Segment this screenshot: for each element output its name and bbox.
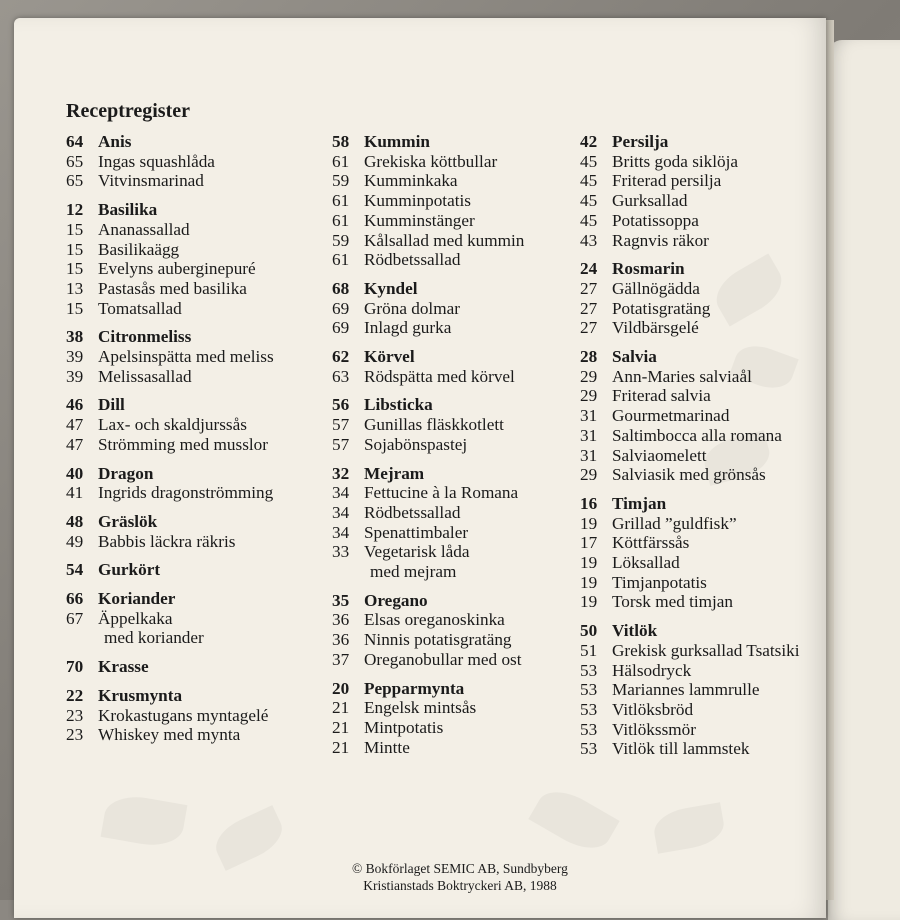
recipe-name: Mariannes lammrulle <box>612 680 760 700</box>
recipe-name: Löksallad <box>612 553 680 573</box>
recipe-entry <box>66 220 326 240</box>
recipe-entry <box>580 720 825 740</box>
herb-page-number: 20 <box>332 678 350 698</box>
recipe-entry <box>332 738 582 758</box>
herb-section <box>332 679 582 758</box>
herb-page-number: 48 <box>66 511 84 531</box>
recipe-name: Äppelkaka <box>98 608 173 628</box>
recipe-name: Gurksallad <box>612 191 688 211</box>
recipe-name: Gunillas fläskkotlett <box>364 415 504 435</box>
herb-heading <box>66 657 326 677</box>
recipe-page-number: 47 <box>66 434 84 454</box>
herb-heading <box>66 560 326 580</box>
recipe-name: Krokastugans myntagelé <box>98 705 269 725</box>
recipe-entry <box>580 191 825 211</box>
recipe-page-number: 36 <box>332 610 350 630</box>
herb-name: Dill <box>98 395 125 415</box>
recipe-page-number: 61 <box>332 191 350 211</box>
recipe-page-number: 31 <box>580 425 598 445</box>
herb-section <box>66 200 326 318</box>
recipe-entry <box>332 718 582 738</box>
recipe-page-number: 69 <box>332 318 350 338</box>
recipe-entry <box>66 347 326 367</box>
recipe-entry <box>332 503 582 523</box>
recipe-page-number: 21 <box>332 717 350 737</box>
herb-name: Salvia <box>612 347 657 367</box>
herb-name: Basilika <box>98 200 158 220</box>
recipe-page-number: 53 <box>580 660 598 680</box>
recipe-page-number: 61 <box>332 250 350 270</box>
herb-heading <box>332 279 582 299</box>
recipe-page-number: 57 <box>332 415 350 435</box>
herb-heading <box>66 464 326 484</box>
recipe-name: Vitlök till lammstek <box>612 739 750 759</box>
recipe-page-number: 53 <box>580 719 598 739</box>
recipe-page-number: 19 <box>580 513 598 533</box>
herb-page-number: 56 <box>332 395 350 415</box>
recipe-name: Potatisgratäng <box>612 298 711 318</box>
herb-heading <box>580 621 825 641</box>
recipe-page-number: 27 <box>580 298 598 318</box>
recipe-name: Rödspätta med körvel <box>364 366 515 386</box>
herb-heading <box>66 395 326 415</box>
herb-heading <box>66 132 326 152</box>
herb-heading <box>332 591 582 611</box>
recipe-page-number: 63 <box>332 366 350 386</box>
recipe-name: Ingas squashlåda <box>98 151 215 171</box>
recipe-page-number: 19 <box>580 572 598 592</box>
herb-name: Gurkört <box>98 560 161 580</box>
herb-section <box>332 279 582 338</box>
recipe-page-number: 57 <box>332 434 350 454</box>
recipe-page-number: 34 <box>332 502 350 522</box>
herb-page-number: 40 <box>66 463 84 483</box>
recipe-page-number: 34 <box>332 483 350 503</box>
printer-line: Kristianstads Boktryckeri AB, 1988 <box>363 878 557 893</box>
recipe-name: Ragnvis räkor <box>612 230 709 250</box>
recipe-entry <box>66 706 326 726</box>
herb-page-number: 66 <box>66 589 84 609</box>
recipe-entry <box>580 406 825 426</box>
recipe-name: Strömming med musslor <box>98 434 268 454</box>
recipe-name: Vitlökssmör <box>612 719 696 739</box>
herb-heading <box>66 686 326 706</box>
index-column-2 <box>332 132 582 766</box>
recipe-entry <box>332 191 582 211</box>
recipe-page-number: 29 <box>580 465 598 485</box>
recipe-page-number: 21 <box>332 698 350 718</box>
recipe-page-number: 61 <box>332 151 350 171</box>
recipe-page-number: 39 <box>66 366 84 386</box>
recipe-entry <box>66 435 326 455</box>
recipe-page-number: 67 <box>66 608 84 628</box>
recipe-name: Grekiska köttbullar <box>364 151 498 171</box>
recipe-name: Inlagd gurka <box>364 318 452 338</box>
recipe-entry <box>580 231 825 251</box>
recipe-name: Torsk med timjan <box>612 592 733 612</box>
recipe-page-number: 27 <box>580 278 598 298</box>
recipe-name: Kumminstänger <box>364 210 475 230</box>
recipe-name: Kumminkaka <box>364 171 458 191</box>
recipe-page-number: 15 <box>66 219 84 239</box>
herb-section <box>332 395 582 454</box>
facing-page-edge <box>828 40 900 920</box>
leaf-watermark <box>651 802 727 854</box>
recipe-entry <box>66 725 326 745</box>
herb-name: Krasse <box>98 657 149 677</box>
herb-page-number: 50 <box>580 621 598 641</box>
recipe-page-number: 65 <box>66 171 84 191</box>
recipe-entry <box>332 435 582 455</box>
herb-page-number: 38 <box>66 327 84 347</box>
leaf-watermark <box>528 781 619 859</box>
recipe-page-number: 53 <box>580 739 598 759</box>
recipe-entry <box>66 279 326 299</box>
recipe-page-number: 27 <box>580 318 598 338</box>
recipe-entry <box>580 386 825 406</box>
recipe-entry <box>66 299 326 319</box>
recipe-page-number: 39 <box>66 347 84 367</box>
herb-name: Pepparmynta <box>364 678 465 698</box>
recipe-name: Tomatsallad <box>98 298 182 318</box>
herb-heading <box>66 200 326 220</box>
recipe-name: Grillad ”guldfisk” <box>612 513 737 533</box>
recipe-page-number: 15 <box>66 259 84 279</box>
herb-name: Vitlök <box>612 621 658 641</box>
recipe-entry <box>66 609 326 629</box>
herb-section <box>332 347 582 386</box>
recipe-name: Grekisk gurksallad Tsatsiki <box>612 640 800 660</box>
recipe-entry <box>580 211 825 231</box>
herb-page-number: 28 <box>580 347 598 367</box>
recipe-page-number: 65 <box>66 151 84 171</box>
recipe-name: Pastasås med basilika <box>98 278 247 298</box>
recipe-page-number: 51 <box>580 640 598 660</box>
recipe-name: Vegetarisk låda <box>364 542 470 562</box>
recipe-entry <box>580 465 825 485</box>
recipe-page-number: 19 <box>580 553 598 573</box>
recipe-name: Kumminpotatis <box>364 191 471 211</box>
recipe-name: Ingrids dragonströmming <box>98 483 274 503</box>
herb-section <box>580 347 825 485</box>
recipe-entry <box>332 211 582 231</box>
recipe-name: Potatissoppa <box>612 210 699 230</box>
herb-name: Timjan <box>612 493 667 513</box>
herb-section <box>66 589 326 648</box>
recipe-page-number: 45 <box>580 210 598 230</box>
recipe-page-number: 47 <box>66 415 84 435</box>
recipe-page-number: 45 <box>580 151 598 171</box>
recipe-name: Kålsallad med kummin <box>364 230 525 250</box>
herb-heading <box>580 259 825 279</box>
recipe-entry <box>66 483 326 503</box>
herb-page-number: 46 <box>66 395 84 415</box>
recipe-entry <box>580 171 825 191</box>
herb-section <box>66 560 326 580</box>
recipe-page-number: 37 <box>332 649 350 669</box>
herb-name: Mejram <box>364 463 425 483</box>
recipe-entry <box>580 592 825 612</box>
herb-page-number: 62 <box>332 347 350 367</box>
recipe-name: Köttfärssås <box>612 533 690 553</box>
herb-page-number: 32 <box>332 463 350 483</box>
recipe-entry <box>332 630 582 650</box>
recipe-entry <box>66 240 326 260</box>
herb-section <box>580 621 825 759</box>
recipe-name: med koriander <box>104 628 204 648</box>
recipe-page-number: 29 <box>580 366 598 386</box>
herb-section <box>66 327 326 386</box>
recipe-page-number: 17 <box>580 533 598 553</box>
recipe-name: Apelsinspätta med meliss <box>98 347 274 367</box>
herb-section <box>66 464 326 503</box>
recipe-name: Ananassallad <box>98 219 190 239</box>
herb-name: Anis <box>98 132 132 151</box>
recipe-entry <box>580 367 825 387</box>
recipe-entry <box>580 318 825 338</box>
herb-heading <box>332 464 582 484</box>
recipe-name: Salviasik med grönsås <box>612 465 766 485</box>
recipe-entry <box>332 562 582 582</box>
recipe-entry <box>332 698 582 718</box>
recipe-entry <box>66 367 326 387</box>
recipe-name: Basilikaägg <box>98 239 180 259</box>
recipe-name: Vitvinsmarinad <box>98 171 204 191</box>
colophon <box>290 860 630 894</box>
herb-name: Citronmeliss <box>98 327 192 347</box>
recipe-page-number: 61 <box>332 210 350 230</box>
herb-heading <box>66 589 326 609</box>
recipe-name: Elsas oreganoskinka <box>364 610 505 630</box>
recipe-page-number: 53 <box>580 699 598 719</box>
recipe-page-number: 53 <box>580 680 598 700</box>
recipe-name: Spenattimbaler <box>364 522 469 542</box>
recipe-name: Rödbetssallad <box>364 250 461 270</box>
recipe-entry <box>332 318 582 338</box>
recipe-page-number: 59 <box>332 171 350 191</box>
herb-name: Gräslök <box>98 511 158 531</box>
recipe-entry <box>580 533 825 553</box>
recipe-entry <box>580 514 825 534</box>
herb-section <box>66 395 326 454</box>
recipe-page-number: 49 <box>66 531 84 551</box>
herb-page-number: 42 <box>580 132 598 151</box>
recipe-name: Hälsodryck <box>612 660 692 680</box>
recipe-entry <box>332 250 582 270</box>
recipe-name: Salviaomelett <box>612 445 707 465</box>
recipe-entry <box>332 231 582 251</box>
herb-name: Krusmynta <box>98 685 183 705</box>
publisher-line: © Bokförlaget SEMIC AB, Sundbyberg <box>352 861 568 876</box>
recipe-entry <box>332 299 582 319</box>
recipe-page-number: 31 <box>580 445 598 465</box>
recipe-name: Lax- och skaldjurssås <box>98 415 247 435</box>
herb-name: Kyndel <box>364 278 418 298</box>
recipe-entry <box>332 152 582 172</box>
herb-page-number: 70 <box>66 657 84 677</box>
recipe-entry <box>332 542 582 562</box>
herb-section <box>580 494 825 612</box>
herb-page-number: 54 <box>66 560 84 580</box>
recipe-entry <box>580 700 825 720</box>
page-title: Receptregister <box>66 100 191 122</box>
recipe-name: Ann-Maries salviaål <box>612 366 752 386</box>
recipe-page-number: 45 <box>580 171 598 191</box>
recipe-name: Fettucine à la Romana <box>364 483 519 503</box>
recipe-page-number: 43 <box>580 230 598 250</box>
herb-page-number: 35 <box>332 590 350 610</box>
recipe-name: Vitlöksbröd <box>612 699 694 719</box>
recipe-entry <box>332 483 582 503</box>
recipe-name: Gröna dolmar <box>364 298 460 318</box>
recipe-entry <box>580 426 825 446</box>
herb-heading <box>66 512 326 532</box>
herb-section <box>332 132 582 270</box>
herb-name: Oregano <box>364 590 428 610</box>
herb-section <box>66 686 326 745</box>
recipe-name: Vildbärsgelé <box>612 318 699 338</box>
leaf-watermark <box>209 805 289 871</box>
herb-page-number: 16 <box>580 493 598 513</box>
recipe-name: Gällnögädda <box>612 278 700 298</box>
recipe-name: Sojabönspastej <box>364 434 468 454</box>
recipe-name: Friterad salvia <box>612 386 711 406</box>
recipe-page-number: 36 <box>332 630 350 650</box>
herb-section <box>580 259 825 338</box>
herb-section <box>66 132 326 191</box>
herb-heading <box>332 679 582 699</box>
recipe-entry <box>332 610 582 630</box>
recipe-page-number: 59 <box>332 230 350 250</box>
recipe-entry <box>580 152 825 172</box>
recipe-entry <box>66 152 326 172</box>
recipe-page-number: 23 <box>66 725 84 745</box>
recipe-entry <box>580 553 825 573</box>
recipe-page-number: 19 <box>580 592 598 612</box>
recipe-entry <box>580 446 825 466</box>
recipe-entry <box>66 532 326 552</box>
recipe-name: Saltimbocca alla romana <box>612 425 782 445</box>
index-column-3 <box>580 132 825 768</box>
recipe-entry <box>66 628 326 648</box>
herb-name: Rosmarin <box>612 259 685 279</box>
herb-name: Koriander <box>98 589 176 609</box>
recipe-page-number: 33 <box>332 542 350 562</box>
recipe-entry <box>332 650 582 670</box>
recipe-name: Friterad persilja <box>612 171 722 191</box>
herb-name: Libsticka <box>364 395 433 415</box>
herb-page-number: 64 <box>66 132 84 151</box>
herb-heading <box>580 347 825 367</box>
recipe-page-number: 23 <box>66 705 84 725</box>
recipe-name: Rödbetssallad <box>364 502 461 522</box>
recipe-page-number: 15 <box>66 239 84 259</box>
recipe-page-number: 15 <box>66 298 84 318</box>
herb-name: Dragon <box>98 463 154 483</box>
recipe-name: Babbis läckra räkris <box>98 531 236 551</box>
herb-section <box>580 132 825 250</box>
recipe-name: Engelsk mintsås <box>364 698 477 718</box>
herb-page-number: 24 <box>580 259 598 279</box>
recipe-name: Mintpotatis <box>364 717 444 737</box>
herb-heading <box>580 132 825 152</box>
recipe-name: Oreganobullar med ost <box>364 649 522 669</box>
recipe-page-number: 31 <box>580 406 598 426</box>
recipe-name: Gourmetmarinad <box>612 406 730 426</box>
herb-page-number: 12 <box>66 200 84 220</box>
herb-section <box>332 591 582 670</box>
herb-heading <box>332 132 582 152</box>
recipe-page-number: 69 <box>332 298 350 318</box>
recipe-page-number: 13 <box>66 278 84 298</box>
recipe-entry <box>66 259 326 279</box>
recipe-entry <box>580 299 825 319</box>
herb-name: Kummin <box>364 132 430 151</box>
recipe-page-number: 21 <box>332 737 350 757</box>
herb-heading <box>332 347 582 367</box>
recipe-entry <box>580 641 825 661</box>
recipe-page-number: 29 <box>580 386 598 406</box>
recipe-name: Ninnis potatisgratäng <box>364 630 512 650</box>
recipe-name: med mejram <box>370 562 457 582</box>
herb-section <box>66 657 326 677</box>
recipe-entry <box>580 739 825 759</box>
recipe-name: Evelyns auberginepuré <box>98 259 256 279</box>
herb-page-number: 58 <box>332 132 350 151</box>
recipe-entry <box>66 171 326 191</box>
herb-heading <box>332 395 582 415</box>
herb-section <box>66 512 326 551</box>
recipe-page-number: 45 <box>580 191 598 211</box>
herb-page-number: 68 <box>332 278 350 298</box>
recipe-name: Britts goda siklöja <box>612 151 739 171</box>
recipe-entry <box>580 279 825 299</box>
herb-section <box>332 464 582 582</box>
recipe-name: Melissasallad <box>98 366 192 386</box>
recipe-entry <box>332 415 582 435</box>
recipe-entry <box>332 171 582 191</box>
recipe-name: Timjanpotatis <box>612 572 707 592</box>
recipe-entry <box>580 661 825 681</box>
recipe-name: Whiskey med mynta <box>98 725 241 745</box>
herb-name: Körvel <box>364 347 415 367</box>
recipe-entry <box>66 415 326 435</box>
recipe-entry <box>332 523 582 543</box>
leaf-watermark <box>101 791 188 850</box>
recipe-name: Mintte <box>364 737 410 757</box>
recipe-page-number: 34 <box>332 522 350 542</box>
recipe-entry <box>332 367 582 387</box>
herb-heading <box>580 494 825 514</box>
herb-page-number: 22 <box>66 685 84 705</box>
recipe-entry <box>580 680 825 700</box>
recipe-page-number: 41 <box>66 483 84 503</box>
recipe-entry <box>580 573 825 593</box>
herb-name: Persilja <box>612 132 669 151</box>
herb-heading <box>66 327 326 347</box>
index-column-1 <box>66 132 326 754</box>
